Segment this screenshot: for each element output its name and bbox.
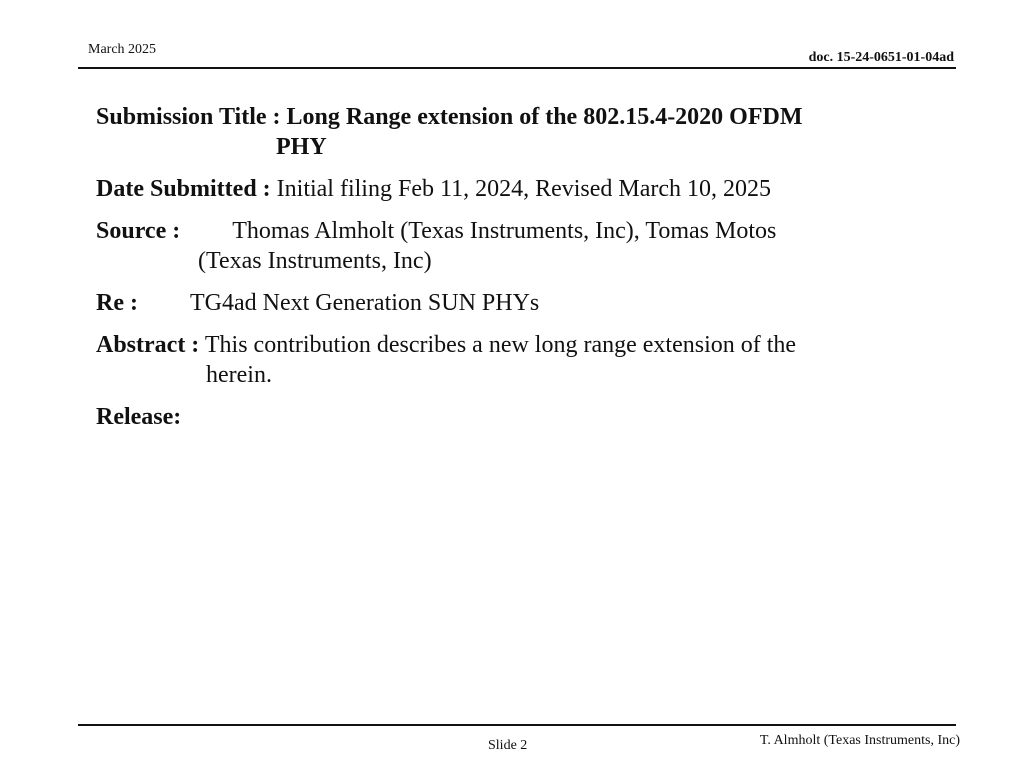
re-value: TG4ad Next Generation SUN PHYs: [189, 290, 540, 316]
submission-title-value: Long Range extension of the 802.15.4-2020 OFDM: [286, 104, 803, 130]
submission-title-value-continued: PHY: [276, 134, 327, 160]
re-label: Re :: [96, 290, 138, 316]
re-field: [96, 288, 946, 318]
submission-title-label: Submission Title :: [96, 104, 281, 130]
abstract-value-continued: herein.: [206, 362, 272, 388]
source-label: Source :: [96, 218, 181, 244]
header-date: March 2025: [88, 42, 157, 57]
source-value: Thomas Almholt (Texas Instruments, Inc), Tomas Motos: [232, 218, 777, 244]
footer-author: T. Almholt (Texas Instruments, Inc): [759, 733, 960, 748]
abstract-field: [96, 330, 946, 390]
date-submitted-label: Date Submitted :: [96, 176, 271, 202]
abstract-label: Abstract :: [96, 332, 200, 358]
abstract-value: This contribution describes a new long range extension of the: [204, 332, 797, 358]
submission-title-field: [96, 102, 946, 162]
release-field: [96, 402, 946, 432]
release-label: Release:: [96, 404, 182, 430]
header-doc-id: doc. 15-24-0651-01-04ad: [808, 50, 954, 65]
slide-number: Slide 2: [488, 738, 528, 753]
date-submitted-field: [96, 174, 946, 204]
source-field: [96, 216, 946, 276]
footer-divider: [78, 724, 956, 726]
header-divider: [78, 67, 956, 69]
slide-content: [96, 102, 946, 444]
date-submitted-value: Initial filing Feb 11, 2024, Revised March 10, 2025: [276, 176, 772, 202]
submission-title-line: [96, 102, 946, 132]
source-value-continued: (Texas Instruments, Inc): [198, 248, 432, 274]
